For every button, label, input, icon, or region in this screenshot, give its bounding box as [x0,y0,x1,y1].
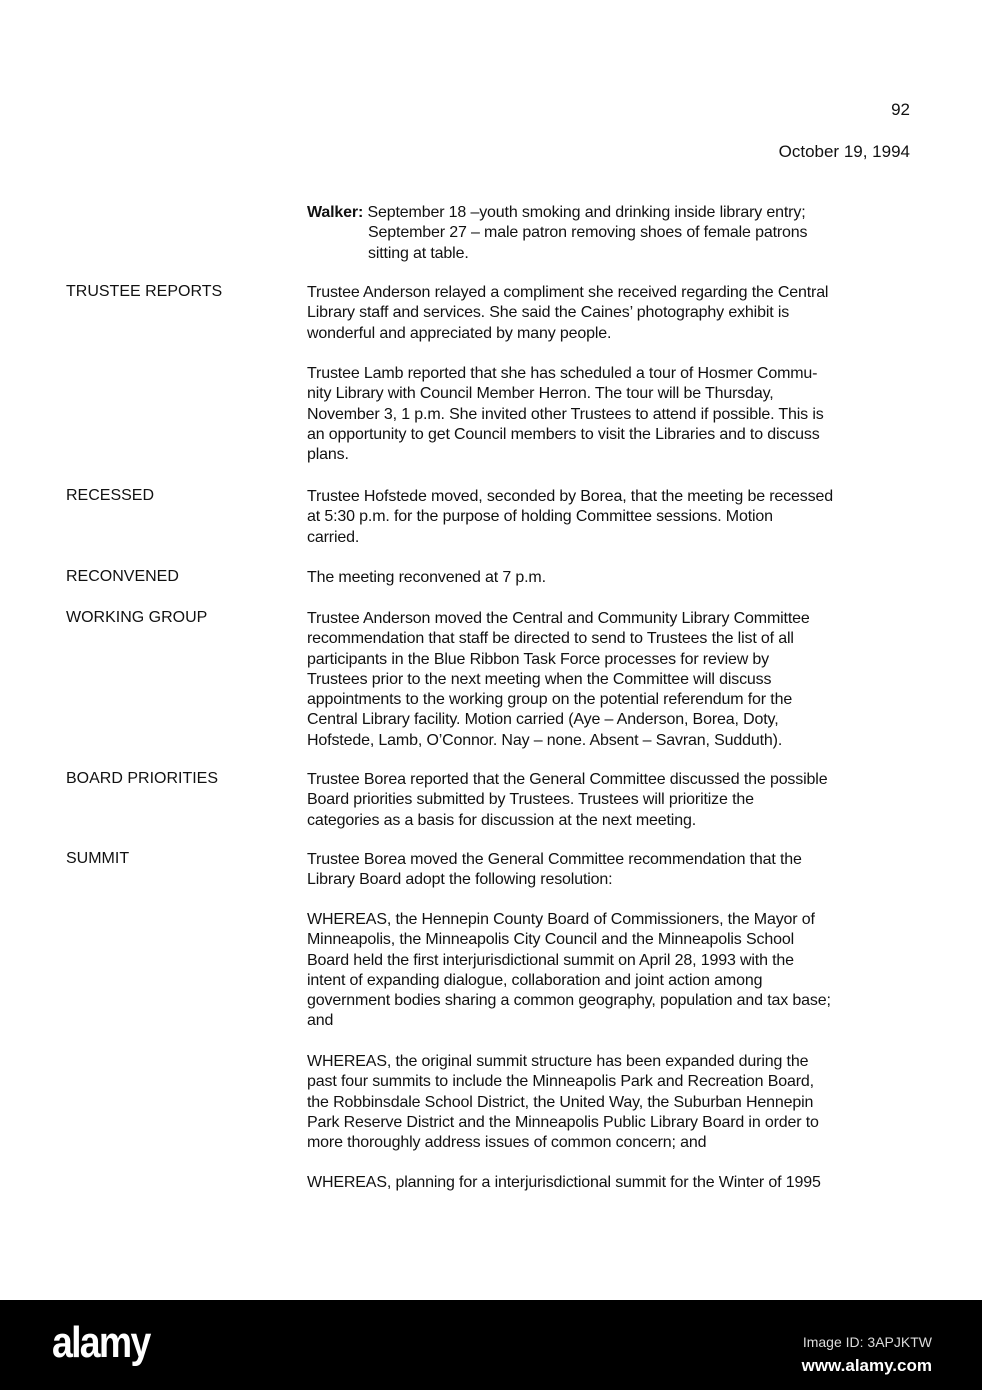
text-line: carried. [307,528,360,546]
text-line: The meeting reconvened at 7 p.m. [307,569,546,586]
page-number: 92 [891,100,910,119]
text-line: plans. [307,446,349,464]
text-line: Minneapolis, the Minneapolis City Council and the Minneapolis School [307,931,794,949]
text-line: past four summits to include the Minneapolis Park and Recreation Board, [307,1073,814,1091]
text-line: nity Library with Council Member Herron. The tour will be Thursday, [307,385,774,403]
text-line: September 18 –youth smoking and drinking inside library entry; [363,204,806,221]
text-line: wonderful and appreciated by many people. [307,324,612,342]
text-line: Trustee Borea reported that the General Committee discussed the possible [307,771,828,788]
paragraph [307,850,802,891]
paragraph-walker [307,203,807,264]
text-line: Trustee Lamb reported that she has scheduled a tour of Hosmer Commu- [307,365,818,382]
text-line: and [307,1012,334,1030]
text-line: WHEREAS, the Hennepin County Board of Commissioners, the Mayor of [307,911,815,928]
text-line: Central Library facility. Motion carried (Aye – Anderson, Borea, Doty, [307,711,779,729]
paragraph [307,770,827,831]
paragraph [307,568,546,588]
text-line: Trustee Anderson moved the Central and Community Library Committee [307,610,810,627]
text-line: WHEREAS, planning for a interjurisdictional summit for the Winter of 1995 [307,1174,821,1191]
document-date: October 19, 1994 [778,142,910,161]
paragraph [307,1173,821,1193]
text-line: intent of expanding dialogue, collaboration and joint action among [307,971,763,989]
text-line: Hofstede, Lamb, O’Connor. Nay – none. Absent – Savran, Sudduth). [307,731,783,749]
alamy-logo: alamy [52,1318,150,1367]
text-line: Board priorities submitted by Trustees. Trustees will prioritize the [307,791,754,809]
paragraph [307,364,824,465]
text-line: participants in the Blue Ribbon Task Force processes for review by [307,650,770,668]
speaker-label: Walker: [307,204,364,221]
paragraph [307,1052,819,1153]
text-line: categories as a basis for discussion at the next meeting. [307,811,696,829]
text-line: Library staff and services. She said the Caines’ photography exhibit is [307,304,790,322]
section-label: SUMMIT [66,850,130,867]
text-line: September 27 – male patron removing shoes of female patrons [368,224,808,242]
site-url: www.alamy.com [801,1356,932,1375]
text-line: Library Board adopt the following resolution: [307,871,613,889]
paragraph [307,609,810,751]
text-line: sitting at table. [368,244,469,262]
text-line: November 3, 1 p.m. She invited other Trustees to attend if possible. This is [307,405,824,423]
text-line: Park Reserve District and the Minneapolis Public Library Board in order to [307,1113,819,1131]
text-line: Trustee Anderson relayed a compliment she received regarding the Central [307,284,829,301]
text-line: an opportunity to get Council members to visit the Libraries and to discuss [307,425,820,443]
text-line: Trustees prior to the next meeting when the Committee will discuss [307,670,772,688]
paragraph [307,910,831,1032]
paragraph [307,283,828,344]
section-label: TRUSTEE REPORTS [66,283,223,300]
text-line: government bodies sharing a common geography, population and tax base; [307,992,831,1010]
text-line: Trustee Hofstede moved, seconded by Borea, that the meeting be recessed [307,488,833,505]
section-label: RECONVENED [66,568,179,585]
text-line: at 5:30 p.m. for the purpose of holding Committee sessions. Motion [307,508,773,526]
text-line: Trustee Borea moved the General Committee recommendation that the [307,851,802,868]
section-label: BOARD PRIORITIES [66,770,219,787]
image-id: Image ID: 3APJKTW [802,1334,932,1350]
text-line: Board held the first interjurisdictional summit on April 28, 1993 with the [307,951,794,969]
text-line: the Robbinsdale School District, the United Way, the Suburban Hennepin [307,1093,814,1111]
section-label: WORKING GROUP [66,609,208,626]
text-line: more thoroughly address issues of common concern; and [307,1134,707,1152]
text-line: WHEREAS, the original summit structure has been expanded during the [307,1053,809,1070]
text-line: recommendation that staff be directed to send to Trustees the list of all [307,630,794,648]
section-label: RECESSED [66,487,155,504]
text-line: appointments to the working group on the potential referendum for the [307,691,793,709]
paragraph [307,487,833,548]
